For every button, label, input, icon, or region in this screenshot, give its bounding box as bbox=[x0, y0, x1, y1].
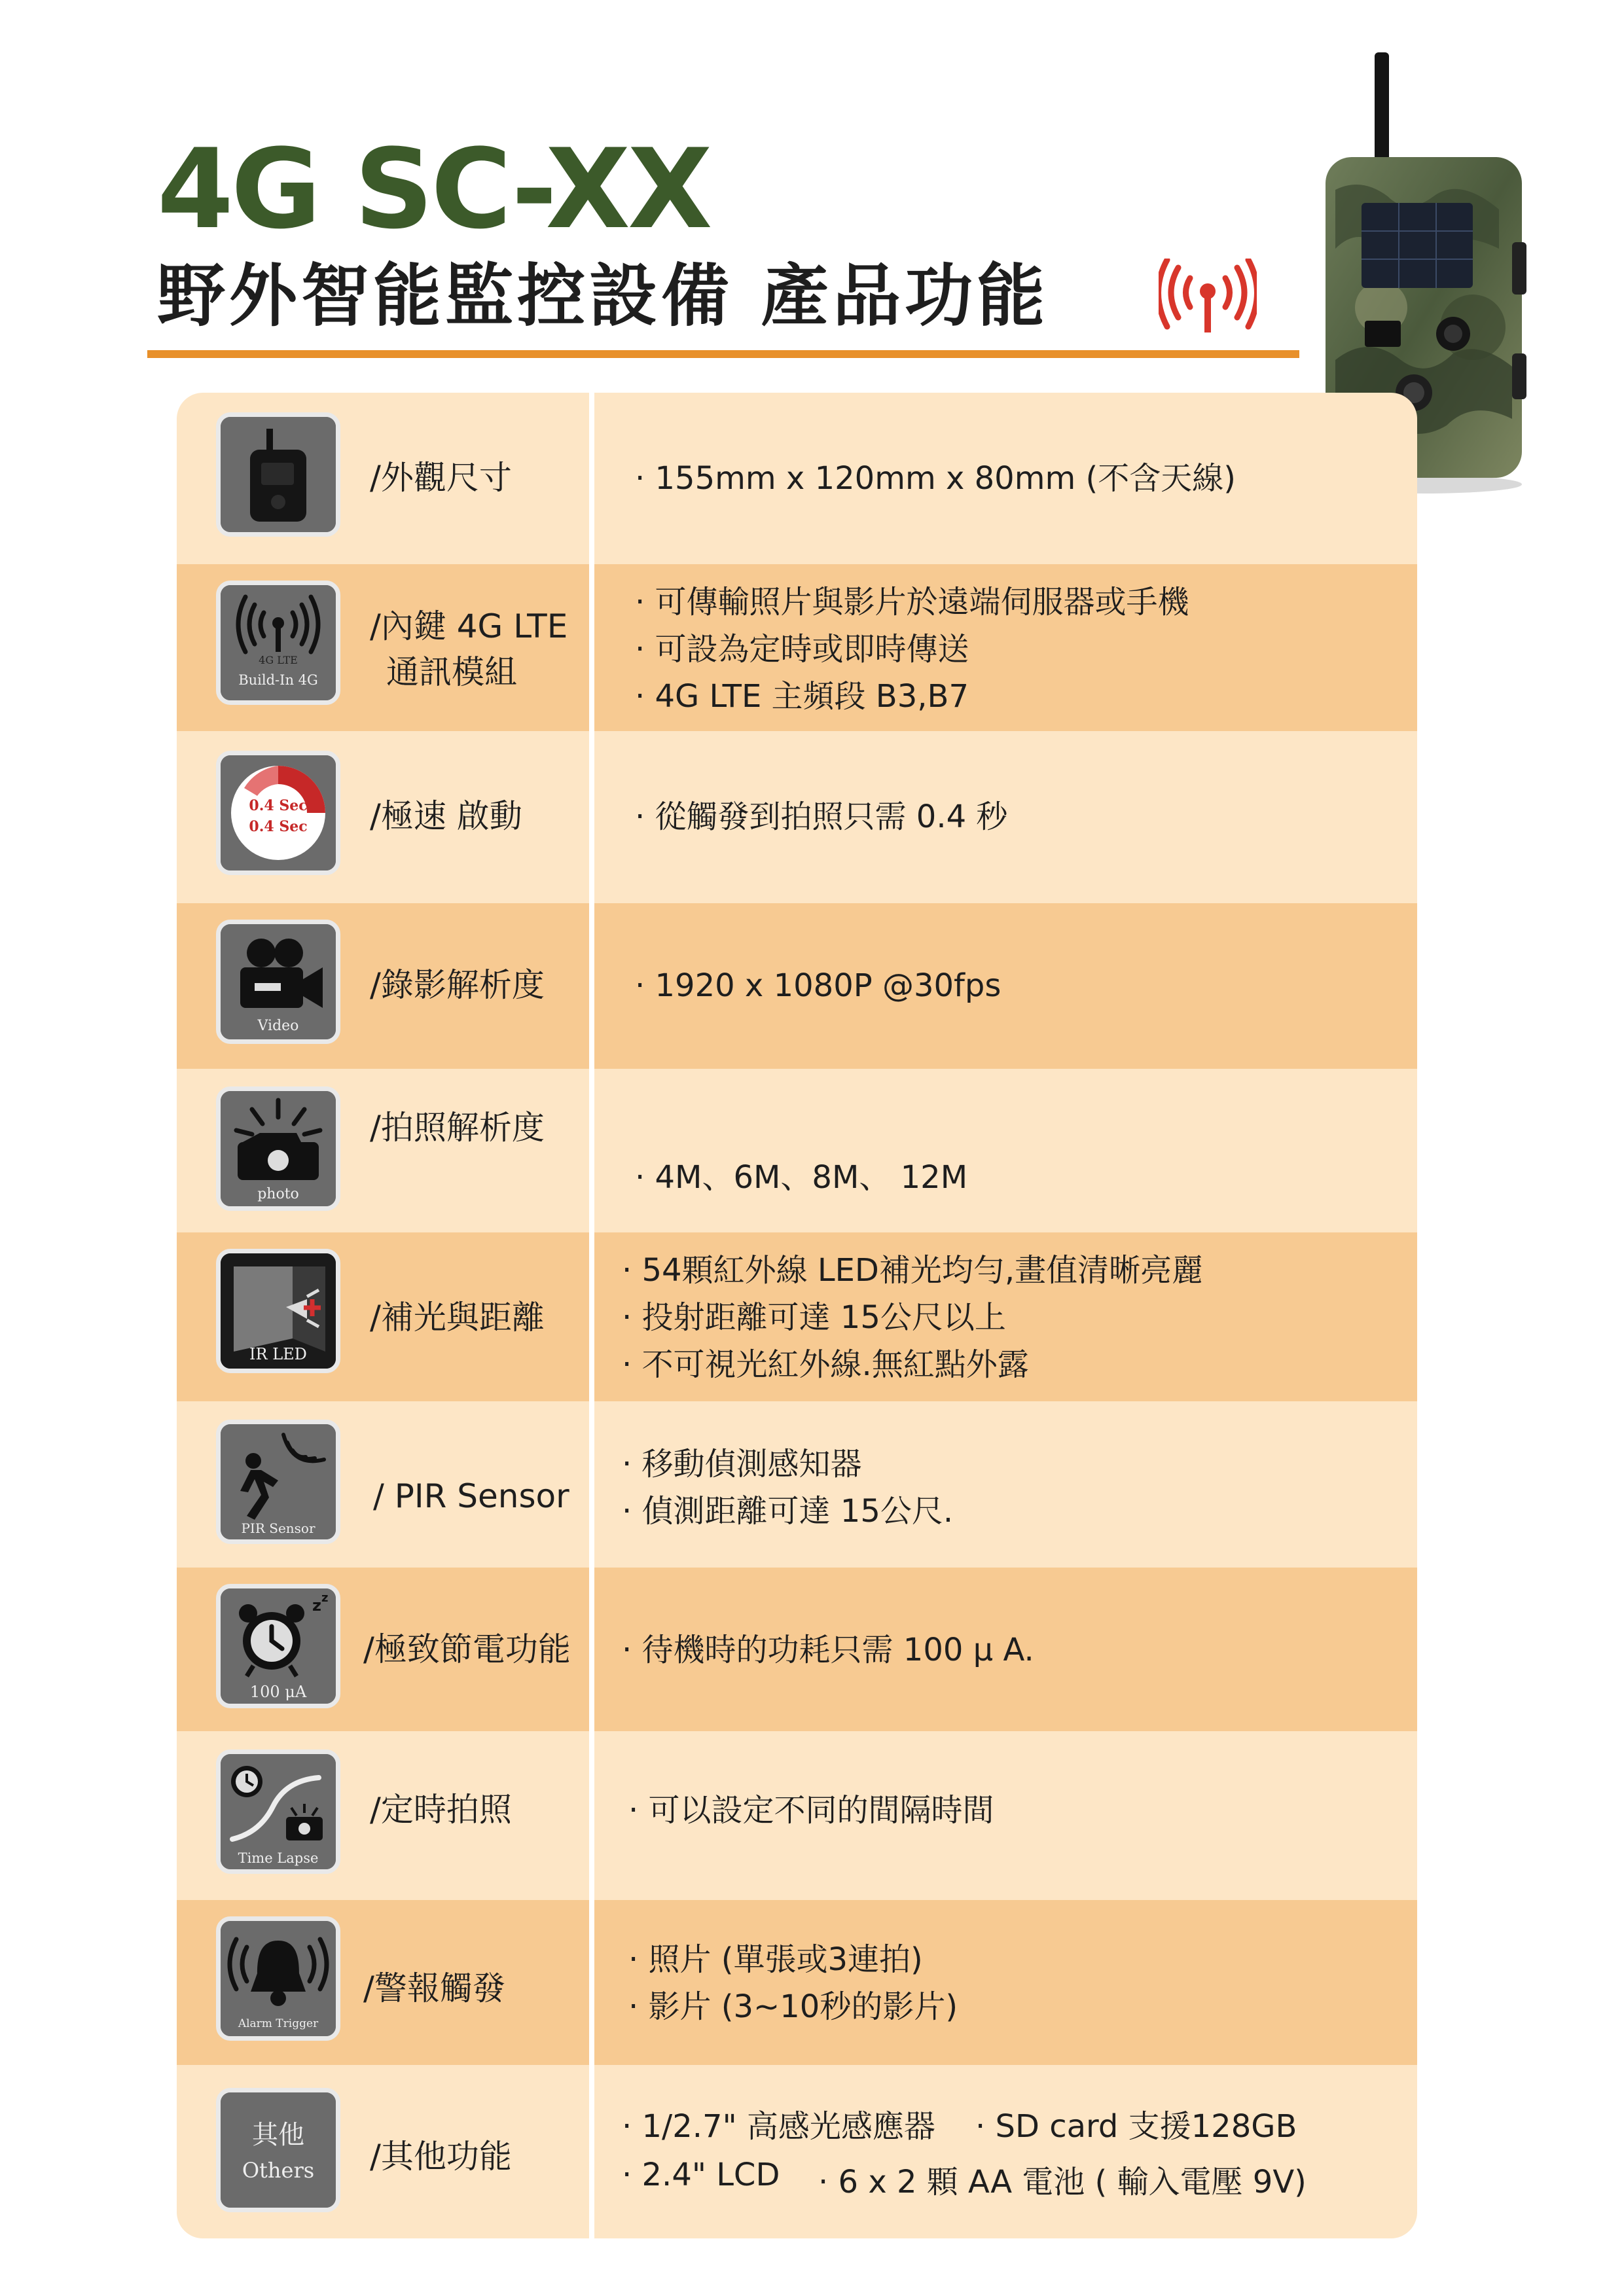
time-lapse-icon bbox=[216, 1749, 340, 1874]
spec-row-video bbox=[177, 903, 1417, 1069]
icon-label: PIR Sensor bbox=[241, 1520, 316, 1536]
spec-row-dimensions bbox=[177, 393, 1417, 564]
speed-gauge-icon bbox=[216, 751, 340, 875]
feature-label: /外觀尺寸 bbox=[370, 459, 512, 497]
desc-line: · 移動偵測感知器 bbox=[622, 1446, 862, 1482]
feature-label-line2: 通訊模組 bbox=[386, 653, 517, 691]
pir-sensor-icon bbox=[216, 1420, 340, 1544]
desc-line: · 待機時的功耗只需 100 μ A. bbox=[622, 1632, 1034, 1668]
icon-label: Video bbox=[257, 1018, 299, 1034]
feature-description bbox=[635, 793, 1007, 840]
svg-text:z: z bbox=[321, 1591, 329, 1605]
feature-label: /其他功能 bbox=[370, 2138, 512, 2176]
spec-row-time-lapse bbox=[177, 1731, 1417, 1900]
desc-line: · 偵測距離可達 15公尺. bbox=[622, 1493, 954, 1530]
feature-description bbox=[622, 1441, 953, 1535]
desc-line: · 1/2.7" 高感光感應器 bbox=[622, 2108, 935, 2145]
desc-line: · 可設為定時或即時傳送 bbox=[635, 631, 969, 668]
desc-line: · 照片 (單張或3連拍) bbox=[628, 1941, 923, 1978]
desc-line: · 影片 (3~10秒的影片) bbox=[628, 1988, 958, 2025]
desc-line: · 投射距離可達 15公尺以上 bbox=[622, 1299, 1006, 1336]
spec-row-4g-lte bbox=[177, 564, 1417, 731]
icon-label: 100 μA bbox=[249, 1683, 307, 1701]
icon-label-repeat: 0.4 Sec bbox=[249, 818, 308, 835]
feature-description bbox=[628, 1787, 994, 1834]
feature-label: /拍照解析度 bbox=[370, 1109, 545, 1147]
feature-label: /警報觸發 bbox=[363, 1969, 505, 2007]
ir-led-icon bbox=[216, 1249, 340, 1373]
feature-description bbox=[635, 1154, 967, 1201]
icon-label: 0.4 Sec bbox=[249, 797, 308, 814]
icon-label: Time Lapse bbox=[238, 1850, 319, 1866]
wireless-signal-icon bbox=[1159, 259, 1257, 337]
feature-description bbox=[635, 962, 1001, 1009]
svg-text:z: z bbox=[312, 1596, 321, 1615]
column-divider bbox=[589, 393, 594, 2238]
spec-row-fast-start bbox=[177, 731, 1417, 903]
desc-line: · 可傳輸照片與影片於遠端伺服器或手機 bbox=[635, 584, 1189, 620]
spec-row-power-saving bbox=[177, 1568, 1417, 1731]
desc-line: · 54顆紅外線 LED補光均勻,畫值清晰亮麗 bbox=[622, 1252, 1204, 1289]
feature-label: /錄影解析度 bbox=[370, 966, 545, 1004]
feature-label: / PIR Sensor bbox=[373, 1477, 569, 1515]
product-subtitle: 野外智能監控設備 產品功能 bbox=[157, 256, 1049, 336]
icon-sublabel: 4G LTE bbox=[259, 654, 298, 666]
desc-line: · 不可視光紅外線.無紅點外露 bbox=[622, 1346, 1029, 1383]
feature-description bbox=[622, 1247, 1203, 1388]
desc-line: · 4G LTE 主頻段 B3,B7 bbox=[635, 678, 969, 715]
product-model-title: 4G SC-XX bbox=[157, 125, 710, 253]
icon-label: photo bbox=[257, 1186, 299, 1202]
spec-row-photo bbox=[177, 1069, 1417, 1232]
spec-table bbox=[177, 393, 1417, 2238]
video-camera-icon bbox=[216, 920, 340, 1044]
icon-label: Alarm Trigger bbox=[238, 2017, 319, 2030]
feature-label: /補光與距離 bbox=[370, 1299, 545, 1336]
feature-description bbox=[635, 455, 1236, 502]
feature-label: /內鍵 4G LTE bbox=[370, 607, 568, 645]
feature-description bbox=[628, 1936, 958, 2030]
desc-line: · SD card 支援128GB bbox=[975, 2108, 1297, 2145]
4g-signal-icon bbox=[216, 581, 340, 705]
spec-row-others bbox=[177, 2065, 1417, 2238]
alarm-bell-icon bbox=[216, 1916, 340, 2041]
feature-label: /極致節電功能 bbox=[363, 1630, 571, 1668]
feature-description bbox=[622, 1626, 1034, 1674]
icon-label: IR LED bbox=[249, 1345, 307, 1363]
feature-description bbox=[635, 579, 1189, 720]
spec-row-ir-led bbox=[177, 1232, 1417, 1401]
desc-line: · 6 x 2 顆 AA 電池 ( 輸入電壓 9V) bbox=[818, 2164, 1307, 2200]
desc-line: · 從觸發到拍照只需 0.4 秒 bbox=[635, 798, 1008, 835]
others-icon bbox=[216, 2088, 340, 2212]
header-underline bbox=[147, 350, 1299, 358]
icon-label-zh: 其他 bbox=[252, 2120, 304, 2150]
icon-label: Build-In 4G bbox=[238, 672, 318, 688]
feature-label: /極速 啟動 bbox=[370, 797, 522, 835]
icon-label: Others bbox=[242, 2158, 315, 2183]
desc-line: · 155mm x 120mm x 80mm (不含天線) bbox=[635, 460, 1236, 497]
spec-row-pir bbox=[177, 1401, 1417, 1568]
alarm-clock-icon bbox=[216, 1584, 340, 1708]
desc-line: · 4M、6M、8M、 12M bbox=[635, 1159, 968, 1196]
desc-line: · 1920 x 1080P @30fps bbox=[635, 967, 1001, 1004]
photo-camera-icon bbox=[216, 1086, 340, 1211]
spec-row-alarm-trigger bbox=[177, 1900, 1417, 2065]
camera-device-icon bbox=[216, 412, 340, 537]
feature-label: /定時拍照 bbox=[370, 1791, 512, 1829]
desc-line: · 2.4" LCD bbox=[622, 2157, 780, 2193]
desc-line: · 可以設定不同的間隔時間 bbox=[628, 1792, 994, 1829]
